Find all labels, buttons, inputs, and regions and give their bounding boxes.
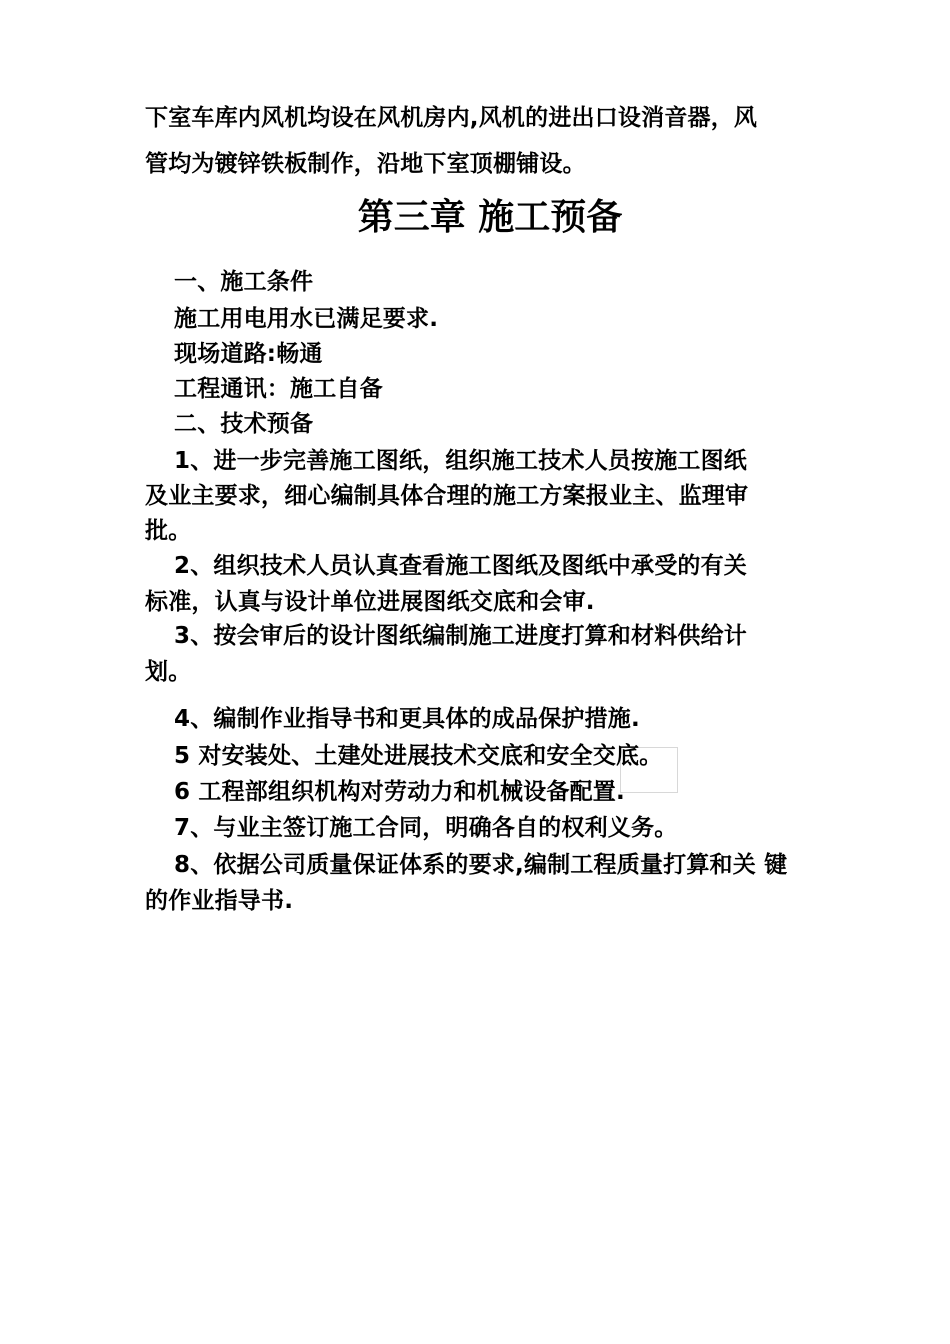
condition-item-communication: 工程通讯：施工自备: [174, 376, 383, 402]
paragraph-4: 4、编制作业指导书和更具体的成品保护措施.: [174, 706, 640, 732]
paragraph-1-line-2: 及业主要求，细心编制具体合理的施工方案报业主、监理审: [145, 483, 749, 509]
paragraph-8-line-1: 8、依据公司质量保证体系的要求,编制工程质量打算和关 键: [174, 852, 788, 878]
section-title-conditions: 一、施工条件: [174, 269, 314, 295]
condition-item-road: 现场道路:畅通: [174, 341, 323, 367]
intro-line-2: 管均为镀锌铁板制作，沿地下室顶棚铺设。: [145, 151, 586, 177]
paragraph-8-line-2: 的作业指导书.: [145, 888, 294, 914]
chapter-title: 第三章 施工预备: [357, 197, 623, 238]
paragraph-6: 6 工程部组织机构对劳动力和机械设备配置.: [174, 779, 625, 805]
condition-item-power-water: 施工用电用水已满足要求.: [174, 306, 439, 332]
intro-line-1: 下室车库内风机均设在风机房内,风机的进出口设消音器，风: [145, 105, 758, 131]
paragraph-3-line-1: 3、按会审后的设计图纸编制施工进度打算和材料供给计: [174, 623, 748, 649]
paragraph-5: 5 对安装处、土建处进展技术交底和安全交底。: [174, 743, 663, 769]
paragraph-3-line-2: 划。: [145, 659, 192, 685]
paragraph-2-line-1: 2、组织技术人员认真查看施工图纸及图纸中承受的有关: [174, 553, 748, 579]
paragraph-1-line-3: 批。: [145, 518, 192, 544]
paragraph-2-line-2: 标准，认真与设计单位进展图纸交底和会审.: [145, 589, 595, 615]
paragraph-7: 7、与业主签订施工合同，明确各自的权利义务。: [174, 815, 678, 841]
section-title-technical: 二、技术预备: [174, 411, 314, 437]
paragraph-1-line-1: 1、进一步完善施工图纸，组织施工技术人员按施工图纸: [174, 448, 748, 474]
